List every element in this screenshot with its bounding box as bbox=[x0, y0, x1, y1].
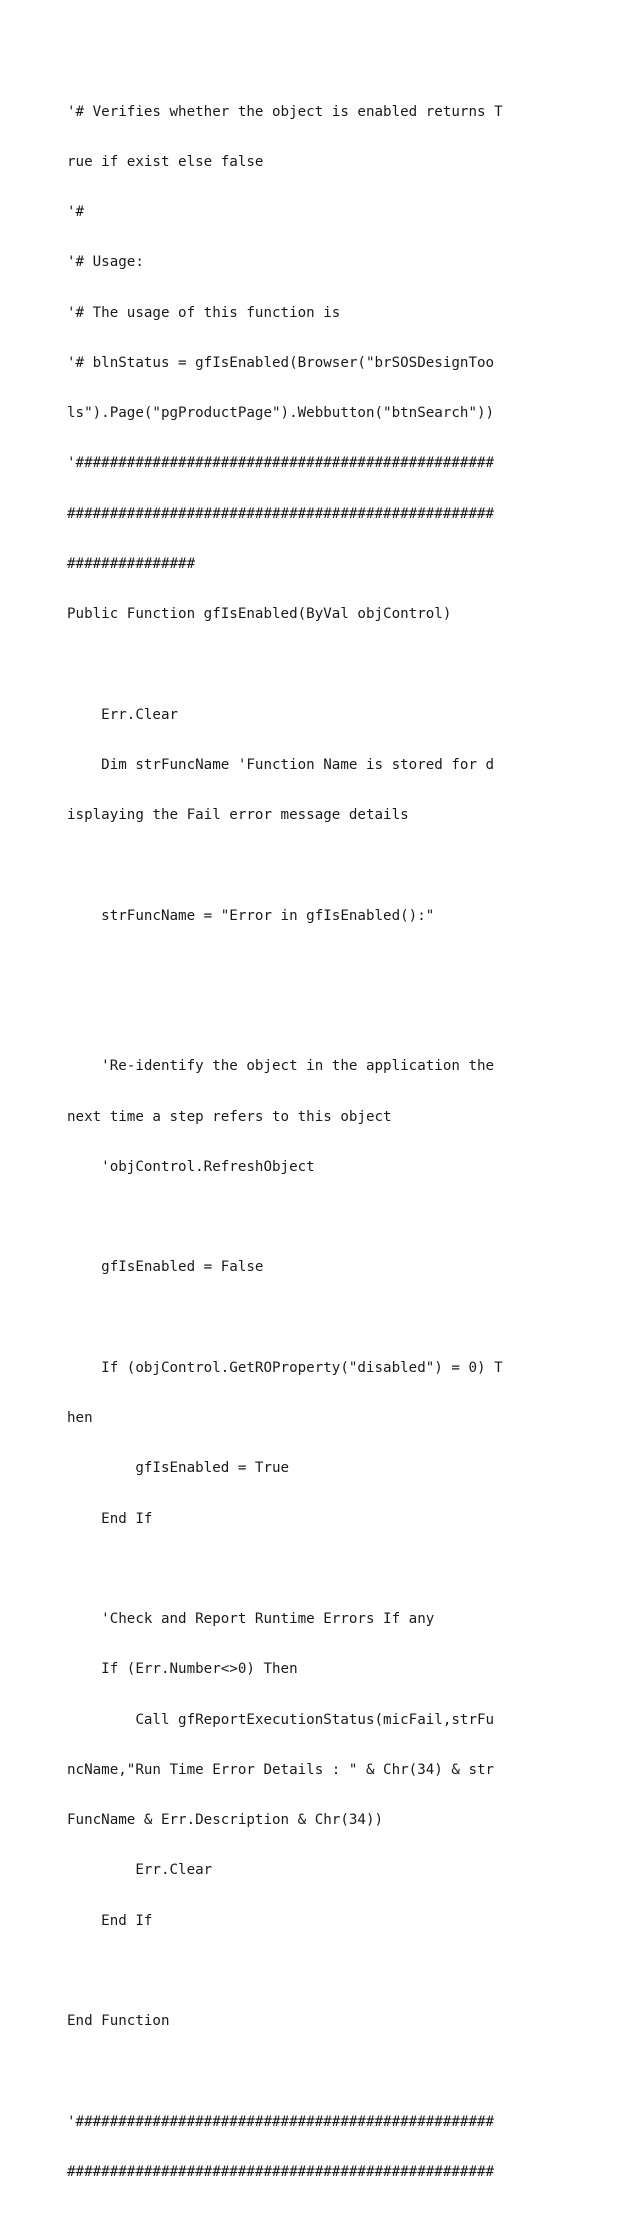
code-line: gfIsEnabled = True bbox=[67, 1460, 290, 1477]
code-line bbox=[67, 1209, 587, 1226]
code-line: '################################################# bbox=[67, 455, 495, 472]
code-line bbox=[67, 2063, 587, 2080]
code-line: '# bbox=[67, 204, 85, 220]
code-line: strFuncName = "Error in gfIsEnabled():" bbox=[67, 907, 435, 924]
code-line: End If bbox=[67, 1912, 153, 1929]
code-line bbox=[67, 1561, 587, 1578]
code-line: '# Verifies whether the object is enabled returns T bbox=[67, 103, 503, 120]
code-line: Public Function gfIsEnabled(ByVal objControl) bbox=[67, 606, 452, 622]
code-line: If (Err.Number<>0) Then bbox=[67, 1661, 298, 1678]
code-line: '# blnStatus = gfIsEnabled(Browser("brSOSDesignToo bbox=[67, 354, 495, 371]
code-line bbox=[67, 1310, 587, 1327]
code-line: Dim strFuncName 'Function Name is stored for d bbox=[67, 756, 495, 773]
code-line: ################################################## bbox=[67, 2163, 495, 2180]
code-line: gfIsEnabled = False bbox=[67, 1259, 264, 1276]
code-listing bbox=[67, 70, 587, 2214]
code-line bbox=[67, 958, 587, 975]
code-line bbox=[67, 1008, 587, 1025]
code-line: 'objControl.RefreshObject bbox=[67, 1158, 315, 1175]
code-line: End Function bbox=[67, 2013, 170, 2029]
code-line: 'Re-identify the object in the application the bbox=[67, 1058, 495, 1075]
code-line bbox=[67, 656, 587, 673]
code-line: FuncName & Err.Description & Chr(34)) bbox=[67, 1812, 384, 1828]
code-line: '# Usage: bbox=[67, 254, 144, 271]
code-line: isplaying the Fail error message details bbox=[67, 807, 409, 823]
code-line: Err.Clear bbox=[67, 1862, 213, 1879]
code-line: ################################################## bbox=[67, 505, 495, 522]
code-line: rue if exist else false bbox=[67, 153, 264, 170]
code-line: ############### bbox=[67, 555, 196, 572]
code-line bbox=[67, 1963, 587, 1980]
code-line: next time a step refers to this object bbox=[67, 1108, 392, 1125]
code-line: If (objControl.GetROProperty("disabled") = 0) T bbox=[67, 1359, 503, 1376]
code-line: 'Check and Report Runtime Errors If any bbox=[67, 1611, 435, 1627]
code-line bbox=[67, 857, 587, 874]
code-line: End If bbox=[67, 1510, 153, 1527]
code-line: Err.Clear bbox=[67, 706, 179, 723]
code-line: ls").Page("pgProductPage").Webbutton("btnSearch")) bbox=[67, 405, 495, 421]
code-line: '# The usage of this function is bbox=[67, 304, 341, 321]
code-line: Call gfReportExecutionStatus(micFail,strFu bbox=[67, 1711, 495, 1728]
code-line: hen bbox=[67, 1410, 93, 1426]
code-line: ncName,"Run Time Error Details : " & Chr(34) & str bbox=[67, 1761, 495, 1778]
code-line: '################################################# bbox=[67, 2113, 495, 2130]
